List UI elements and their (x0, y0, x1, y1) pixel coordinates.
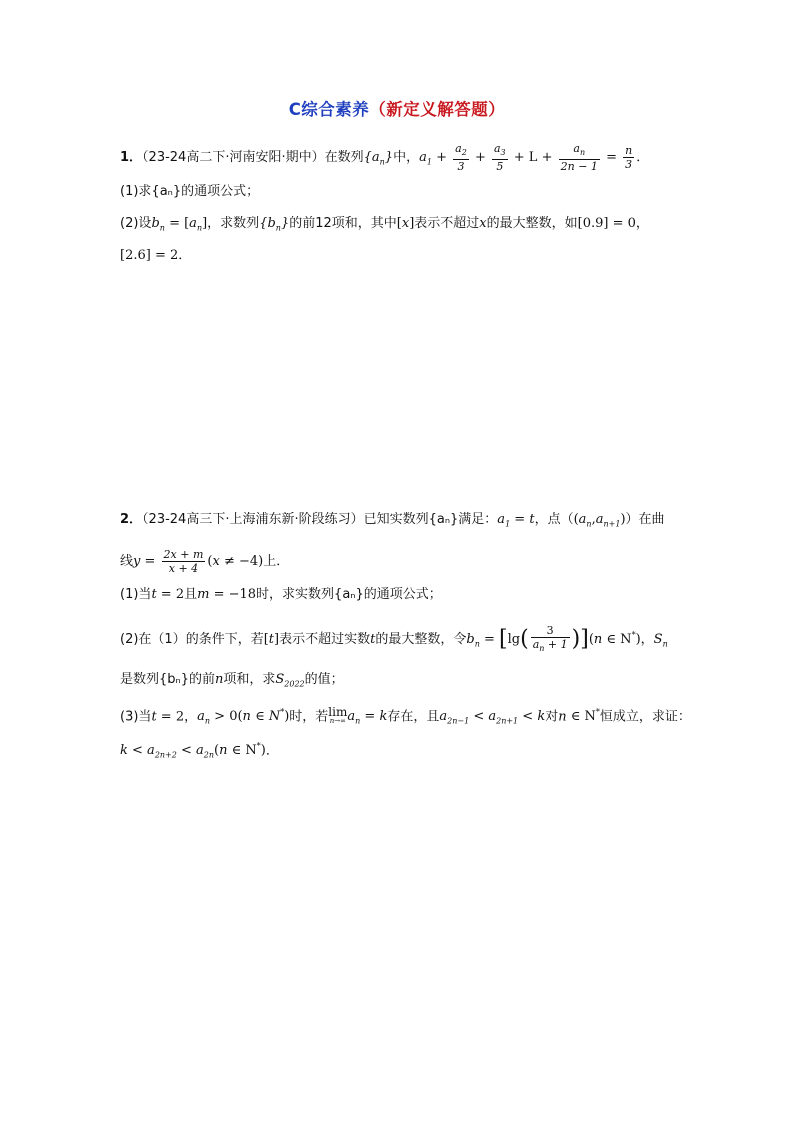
q1-sub2-f: ， (635, 216, 649, 231)
q2-sub2-line2-b: 项和，求 (223, 672, 276, 687)
q2-intro: 已知实数列{aₙ}满足： (363, 512, 498, 527)
q2-sub1 (120, 585, 442, 605)
q2-sub2-S2022: $S_{2022}$ (275, 672, 305, 689)
q1-sub1-label: (1) (120, 184, 139, 199)
q1-sub2-floor-x: [x] (396, 216, 415, 231)
q2-sub1-m: m = −18 (197, 587, 257, 602)
q1-sub2-bn-def: $b_n = [a_n]$ (151, 216, 208, 233)
q2-sub2-floor-t: [t] (263, 632, 280, 648)
q1-mid: 中， (393, 150, 420, 166)
q2-sub3-n-in: n ∈ N* (558, 708, 600, 725)
q1-sub2-x: x (479, 216, 487, 231)
q1-line3-end: ． (178, 248, 192, 263)
q1-sub2-example1: [0.9] = 0 (577, 216, 636, 231)
page-title (0, 96, 794, 120)
q1-sub2-c: 的前12项和，其中 (289, 216, 397, 231)
q1-number: 1． (120, 150, 143, 166)
q1-source: （23-24高二下·河南安阳·期中） (142, 150, 325, 166)
q2-stem (120, 510, 665, 535)
q2-sub3-ineq: $a_{2n-1} < a_{2n+1} < k$ (439, 709, 546, 726)
q1-sub1-text: 求{aₙ}的通项公式； (138, 184, 260, 199)
q2-sub3-e: 对 (545, 709, 559, 725)
q1-sub1 (120, 182, 259, 202)
q2-curve (120, 548, 289, 575)
q1-sub2-line2 (120, 246, 191, 266)
q2-sub2-bn-formula: $b_n = [\lg$( $\frac{3}{a_n + 1}$ )](n ∈ N*) (466, 624, 641, 654)
q2-sub3-d: 存在，且 (387, 709, 440, 725)
q2-source: （23-24高三下·上海浦东新·阶段练习） (142, 512, 364, 527)
q2-sub2-n: n (214, 672, 224, 687)
q2-sub2-line2 (120, 670, 344, 695)
title-sub: （新定义解答题） (369, 100, 506, 119)
q2-sub2-line2-c: 的值； (304, 672, 344, 687)
q2-a1-eq-t: $a_1 = t$ (497, 512, 535, 529)
q1-sub2-b: ，求数列 (207, 216, 260, 231)
q2-sub2-a: 在（1）的条件下，若 (138, 632, 264, 648)
q2-point: $(a_n,a_{n+1})$ (573, 512, 626, 529)
q2-sub2-Sn: $S_n$ (653, 632, 668, 649)
q1-sub2-label: (2) (120, 216, 139, 231)
q2-sub2-label: (2) (120, 632, 139, 648)
q2-sub2-d: ， (640, 632, 654, 648)
q2-sub1-b: 且 (184, 587, 198, 602)
q2-sub3-conclusion: $k < a_{2n+2} < a_{2n}(n$ ∈ N*) (120, 742, 266, 760)
q2-sub2-b: 表示不超过实数 (279, 632, 371, 648)
q1-formula: $a_1$ + $\frac{a_2}{3}$ + $\frac{a_3}{5}$ + L + $\frac{a_n}{2n - 1}$ = $\frac{n}{3}$ (419, 142, 633, 174)
q2-sub1-a: 当 (138, 587, 152, 602)
q2-curve-pre: 线 (120, 554, 134, 569)
q2-sub3 (120, 703, 691, 732)
q2-sub1-t: t = 2 (151, 587, 185, 602)
q2-sub3-b: ， (184, 709, 198, 725)
q1-sub2-d: 表示不超过 (414, 216, 480, 231)
q1-intro: 在数列 (324, 150, 364, 166)
q2-sub3-an-pos: $a_n > 0(n$ ∈ N*) (197, 708, 290, 726)
q2-sub2-c: 的最大整数，令 (375, 632, 467, 648)
q2-sub1-c: 时，求实数列{aₙ}的通项公式； (256, 587, 442, 602)
q2-sub1-label: (1) (120, 587, 139, 602)
q1-sub2-a: 设 (138, 216, 152, 231)
q1-end: ． (636, 150, 650, 166)
q2-cond: ，点（ (534, 512, 574, 527)
q2-sub3-line2 (120, 737, 279, 766)
q2-sub2-line2-a: 是数列{bₙ}的前 (120, 672, 215, 687)
q1-sub2-example2: [2.6] = 2 (120, 248, 179, 263)
q2-sub2-t: t (370, 632, 376, 648)
q2-curve-formula: y = $\frac{2x + m}{x + 4}$ (x ≠ −4) (133, 548, 264, 575)
q2-sub3-a: 当 (138, 709, 152, 725)
q1-sub2-e: 的最大整数，如 (486, 216, 578, 231)
q2-sub3-label: (3) (120, 709, 139, 725)
q2-sub3-f: 恒成立，求证： (599, 709, 691, 725)
title-main: C综合素养 (288, 100, 370, 119)
q1-seq-math: $\{a_n\}$ (363, 150, 394, 167)
q2-curve-post: 上． (263, 554, 290, 569)
q1-sub2 (120, 214, 649, 239)
q2-after-point: ）在曲 (625, 512, 665, 527)
q2-sub3-limit: lim n→∞ $a_n = k$ (328, 704, 388, 726)
q2-sub2 (120, 624, 668, 655)
q1-sub2-bn-seq: $\{b_n\}$ (259, 216, 290, 233)
q2-sub3-end: ． (265, 743, 279, 759)
q2-sub3-t: t = 2 (151, 709, 185, 725)
q2-number: 2． (120, 512, 143, 527)
q2-sub3-c: 时，若 (289, 709, 329, 725)
q1-stem (120, 142, 649, 173)
